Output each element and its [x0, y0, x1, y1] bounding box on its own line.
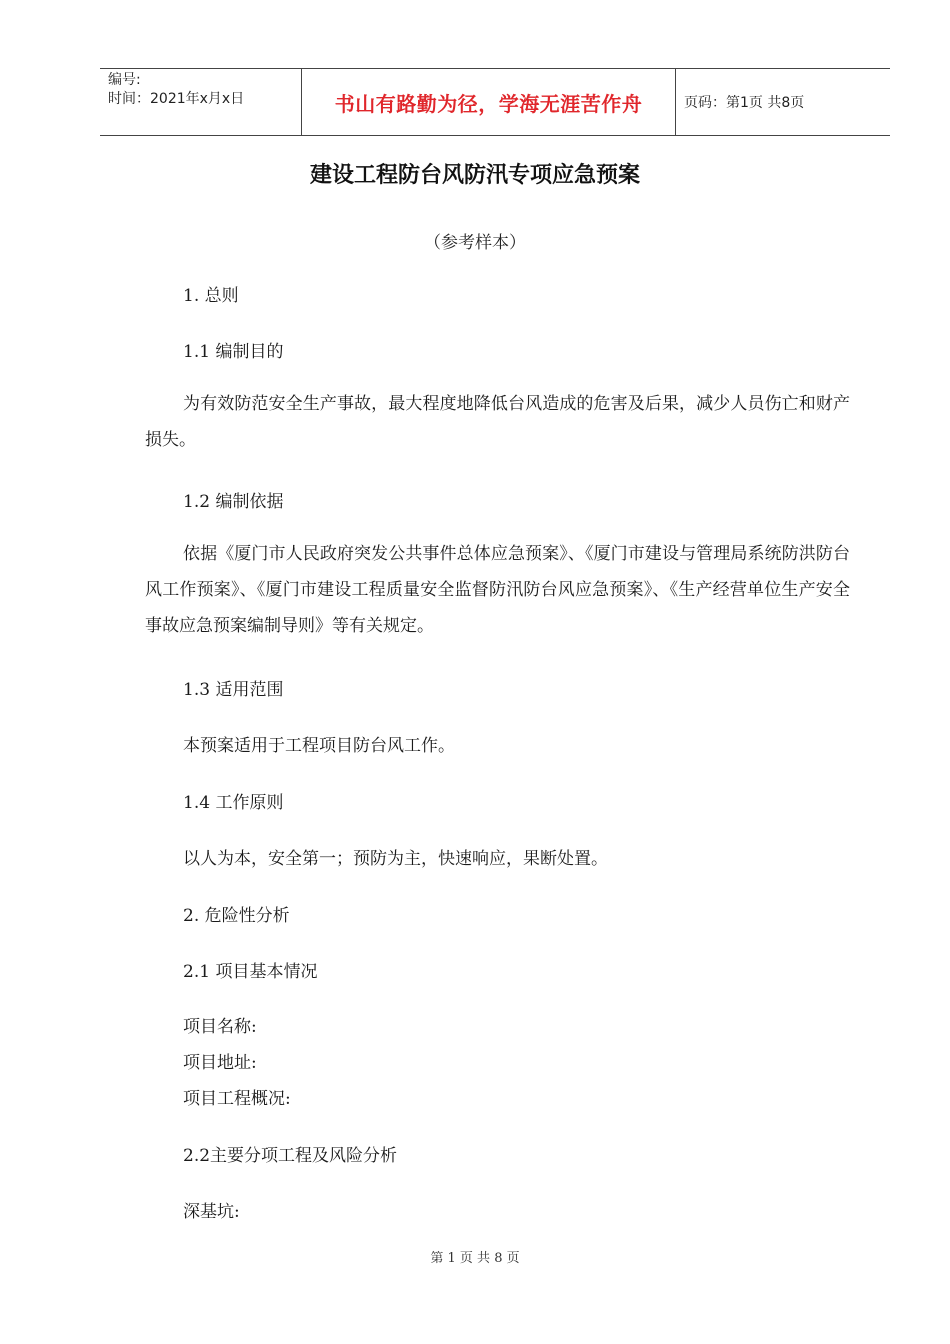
section-heading-1-4: 1.4 工作原则 [183, 793, 284, 813]
paragraph-1-2: 依据《厦门市人民政府突发公共事件总体应急预案》、《厦门市建设与管理局系统防洪防台风工作预案》、《厦门市建设工程质量安全监督防汛防台风应急预案》、《生产经营单位生产安全事故应急预案编制导则》等有关规定。 [145, 544, 850, 636]
project-address-label: 项目地址: [183, 1053, 257, 1073]
section-heading-1: 1. 总则 [183, 286, 239, 306]
document-subtitle: （参考样本） [424, 233, 526, 253]
document-title: 建设工程防台风防汛专项应急预案 [309, 163, 640, 188]
page-footer: 第 1 页 共 8 页 [430, 1251, 520, 1266]
project-name-label: 项目名称: [183, 1017, 257, 1037]
header-page-info: 页码：第1页 共8页 [684, 95, 805, 111]
deep-pit-label: 深基坑: [183, 1202, 240, 1222]
header-meta-cell [100, 69, 302, 135]
paragraph-1-1: 为有效防范安全生产事故，最大程度地降低台风造成的危害及后果，减少人员伤亡和财产损失。 [145, 394, 850, 450]
project-overview-label: 项目工程概况: [183, 1089, 291, 1109]
paragraph-1-4: 以人为本，安全第一；预防为主，快速响应，果断处置。 [183, 849, 608, 869]
section-heading-2-1: 2.1 项目基本情况 [183, 962, 318, 982]
header-table [100, 68, 890, 136]
number-label: 编号: [108, 72, 141, 88]
section-heading-1-1: 1.1 编制目的 [183, 342, 284, 362]
section-heading-2-2: 2.2主要分项工程及风险分析 [183, 1146, 398, 1166]
section-heading-2: 2. 危险性分析 [183, 906, 290, 926]
section-heading-1-3: 1.3 适用范围 [183, 680, 284, 700]
paragraph-1-3: 本预案适用于工程项目防台风工作。 [183, 736, 455, 756]
section-heading-1-2: 1.2 编制依据 [183, 492, 284, 512]
time-label: 时间：2021年x月x日 [108, 91, 245, 107]
header-motto: 书山有路勤为径，学海无涯苦作舟 [302, 69, 676, 135]
